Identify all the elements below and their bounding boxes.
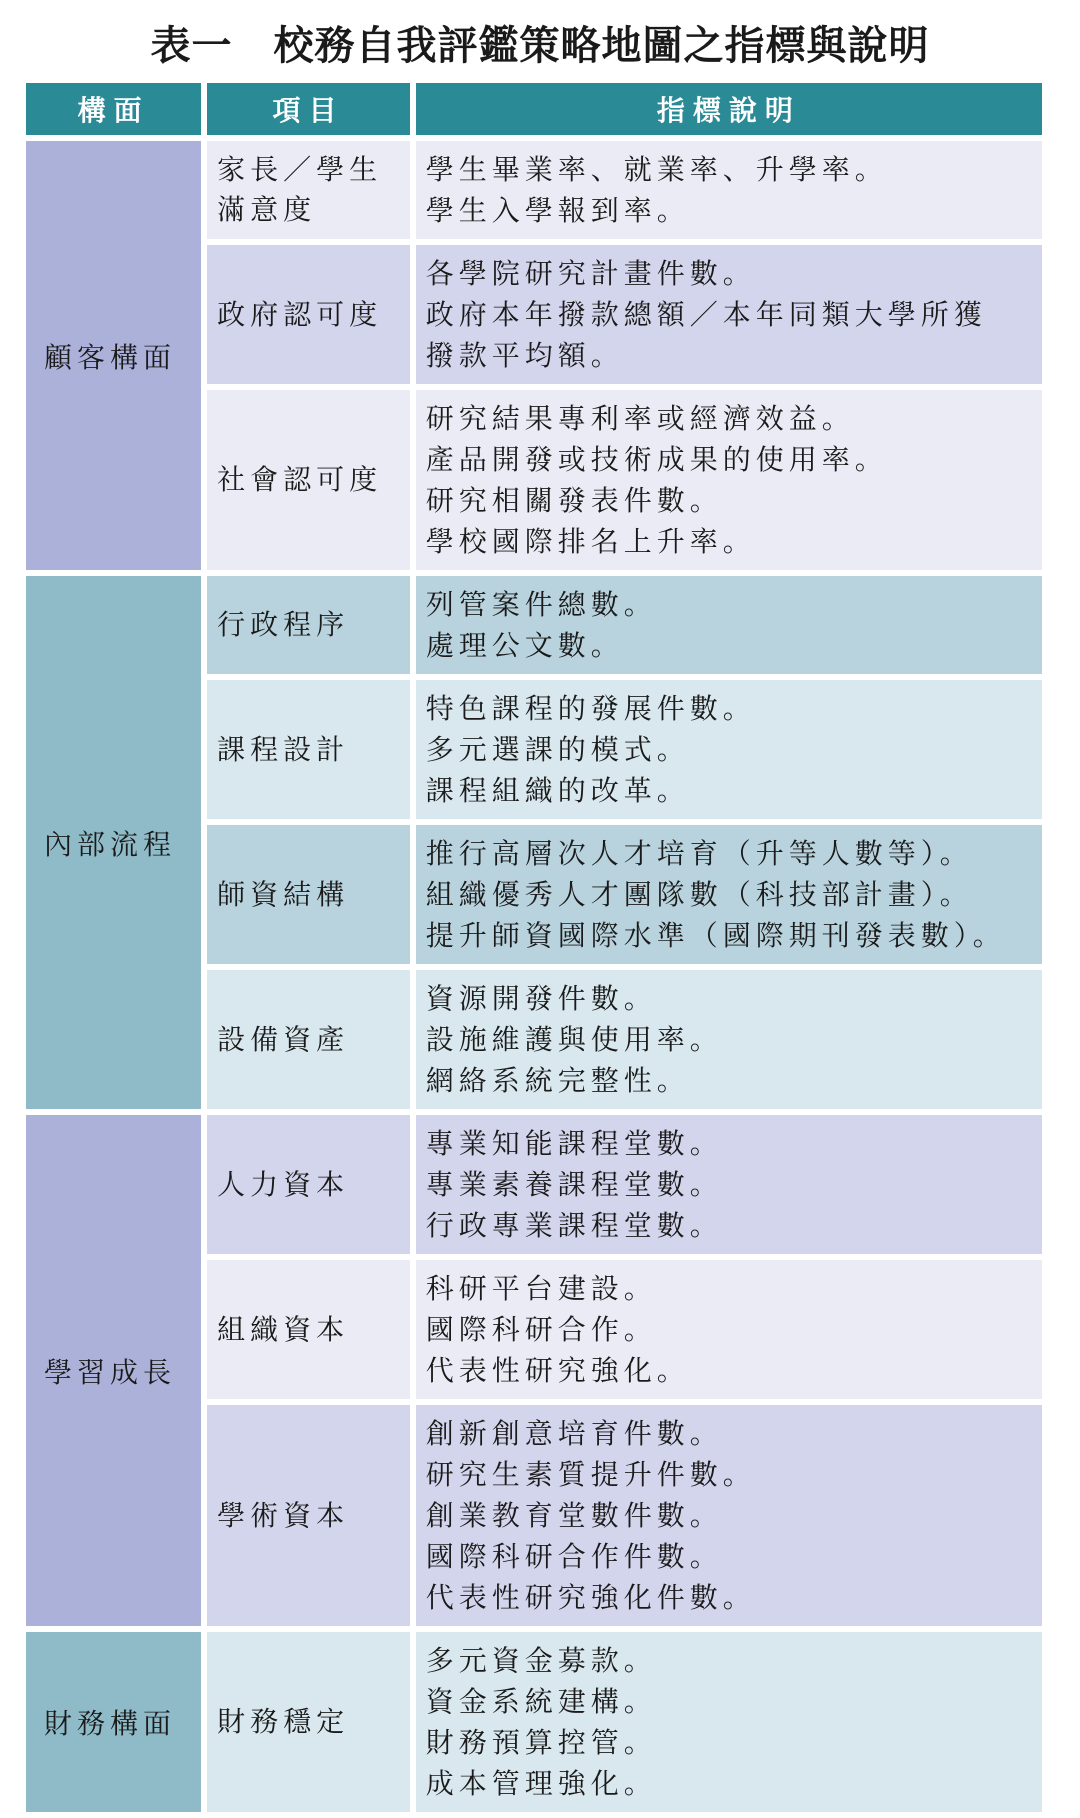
description-line: 推行高層次人才培育（升等人數等）。 bbox=[425, 837, 973, 870]
description-cell bbox=[416, 1405, 1042, 1626]
facet-cell: 學習成長 bbox=[26, 1115, 201, 1626]
item-cell: 學術資本 bbox=[207, 1405, 410, 1626]
description-line: 資源開發件數。 bbox=[425, 982, 657, 1015]
description-line: 產品開發或技術成果的使用率。 bbox=[425, 443, 888, 476]
header-row bbox=[26, 83, 1042, 135]
table-row bbox=[26, 576, 1042, 674]
item-cell: 設備資產 bbox=[207, 970, 410, 1109]
description-line: 創新創意培育件數。 bbox=[425, 1417, 723, 1450]
item-cell: 人力資本 bbox=[207, 1115, 410, 1254]
description-line: 研究生素質提升件數。 bbox=[425, 1458, 756, 1491]
facet-cell: 內部流程 bbox=[26, 576, 201, 1109]
description-line: 處理公文數。 bbox=[425, 629, 624, 662]
item-cell: 家長／學生滿意度 bbox=[207, 141, 410, 239]
item-cell: 課程設計 bbox=[207, 680, 410, 819]
description-cell bbox=[416, 576, 1042, 674]
header-description: 指標說明 bbox=[416, 83, 1042, 135]
description-line: 資金系統建構。 bbox=[425, 1685, 657, 1718]
description-cell bbox=[416, 1632, 1042, 1812]
item-cell: 行政程序 bbox=[207, 576, 410, 674]
description-line: 學生入學報到率。 bbox=[425, 194, 690, 227]
item-cell: 政府認可度 bbox=[207, 245, 410, 384]
table-row bbox=[26, 1115, 1042, 1254]
description-line: 創業教育堂數件數。 bbox=[425, 1499, 723, 1532]
description-line: 代表性研究強化。 bbox=[425, 1354, 690, 1387]
indicator-table bbox=[20, 77, 1048, 1818]
description-cell bbox=[416, 141, 1042, 239]
description-line: 網絡系統完整性。 bbox=[425, 1064, 690, 1097]
description-line: 研究相關發表件數。 bbox=[425, 484, 723, 517]
description-line: 專業素養課程堂數。 bbox=[425, 1168, 723, 1201]
description-line: 代表性研究強化件數。 bbox=[425, 1581, 756, 1614]
description-line: 特色課程的發展件數。 bbox=[425, 692, 756, 725]
table-body bbox=[26, 141, 1042, 1812]
description-cell bbox=[416, 245, 1042, 384]
facet-cell: 顧客構面 bbox=[26, 141, 201, 570]
description-line: 學生畢業率、就業率、升學率。 bbox=[425, 153, 888, 186]
description-cell bbox=[416, 680, 1042, 819]
description-line: 科研平台建設。 bbox=[425, 1272, 657, 1305]
item-cell: 社會認可度 bbox=[207, 390, 410, 570]
description-line: 研究結果專利率或經濟效益。 bbox=[425, 402, 855, 435]
description-cell bbox=[416, 825, 1042, 964]
description-line: 課程組織的改革。 bbox=[425, 774, 690, 807]
header-facet: 構面 bbox=[26, 83, 201, 135]
description-line: 財務預算控管。 bbox=[425, 1726, 657, 1759]
description-line: 設施維護與使用率。 bbox=[425, 1023, 723, 1056]
description-cell bbox=[416, 390, 1042, 570]
table-row bbox=[26, 141, 1042, 239]
description-line: 政府本年撥款總額／本年同類大學所獲 bbox=[425, 298, 987, 331]
description-cell bbox=[416, 1115, 1042, 1254]
facet-cell: 財務構面 bbox=[26, 1632, 201, 1812]
description-line: 組織優秀人才團隊數（科技部計畫）。 bbox=[425, 878, 973, 911]
table-row bbox=[26, 1632, 1042, 1812]
description-line: 成本管理強化。 bbox=[425, 1767, 657, 1800]
header-item: 項目 bbox=[207, 83, 410, 135]
description-line: 國際科研合作件數。 bbox=[425, 1540, 723, 1573]
description-line: 多元選課的模式。 bbox=[425, 733, 690, 766]
description-cell bbox=[416, 1260, 1042, 1399]
table-title: 表一 校務自我評鑑策略地圖之指標與說明 bbox=[150, 23, 930, 69]
description-line: 學校國際排名上升率。 bbox=[425, 525, 756, 558]
description-line: 各學院研究計畫件數。 bbox=[425, 257, 756, 290]
item-cell: 組織資本 bbox=[207, 1260, 410, 1399]
item-cell: 師資結構 bbox=[207, 825, 410, 964]
description-line: 國際科研合作。 bbox=[425, 1313, 657, 1346]
description-line: 行政專業課程堂數。 bbox=[425, 1209, 723, 1242]
description-cell bbox=[416, 970, 1042, 1109]
description-line: 撥款平均額。 bbox=[425, 339, 624, 372]
description-line: 提升師資國際水準（國際期刊發表數）。 bbox=[425, 919, 1006, 952]
description-line: 列管案件總數。 bbox=[425, 588, 657, 621]
description-line: 多元資金募款。 bbox=[425, 1644, 657, 1677]
description-line: 專業知能課程堂數。 bbox=[425, 1127, 723, 1160]
item-cell: 財務穩定 bbox=[207, 1632, 410, 1812]
